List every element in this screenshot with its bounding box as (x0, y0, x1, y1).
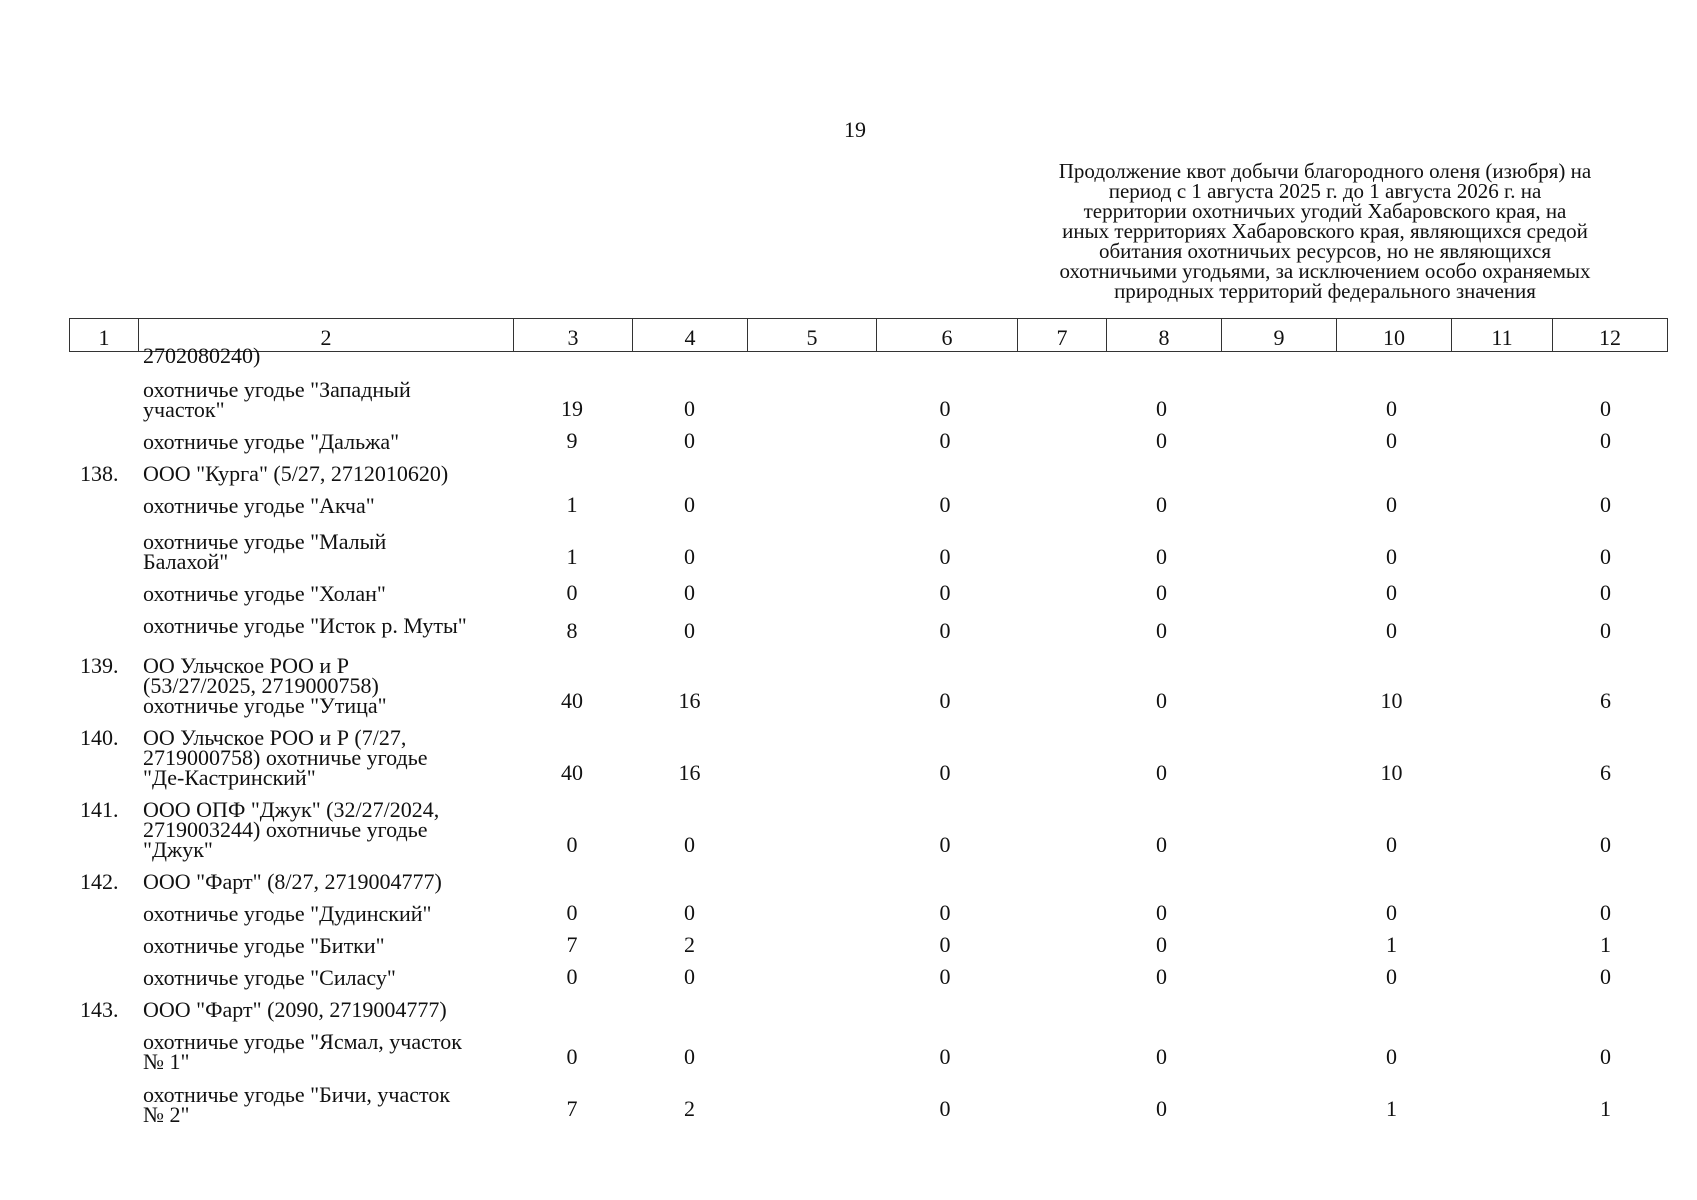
row-value: 0 (1386, 396, 1397, 421)
row-value: 0 (684, 544, 695, 569)
row-value: 0 (684, 964, 695, 989)
row-value: 6 (1600, 760, 1611, 785)
row-name (143, 869, 523, 894)
row-value: 0 (566, 964, 578, 989)
row-name-line: "Джук" (143, 837, 213, 862)
row-name (143, 581, 523, 606)
row-value: 0 (939, 932, 951, 957)
row-value: 0 (1156, 1096, 1167, 1121)
row-name-line: охотничье угодье "Силасу" (143, 965, 396, 990)
row-value: 10 (1380, 760, 1403, 785)
heading-line: природных территорий федерального значения (1114, 279, 1536, 303)
column-header: 10 (1337, 319, 1452, 352)
row-value: 6 (1600, 688, 1611, 713)
row-value: 0 (939, 544, 951, 569)
row-value: 0 (1600, 580, 1611, 605)
row-value: 0 (1386, 428, 1397, 453)
row-name (143, 461, 523, 486)
row-value: 0 (1156, 964, 1167, 989)
row-value: 0 (1156, 760, 1167, 785)
row-value: 8 (566, 618, 578, 643)
row-value: 0 (566, 832, 578, 857)
row-value: 0 (1156, 618, 1167, 643)
row-name-line: охотничье угодье "Битки" (143, 933, 385, 958)
row-name-line: № 2" (143, 1102, 190, 1127)
row-number: 139. (80, 653, 119, 678)
row-value: 0 (939, 1044, 951, 1069)
row-value: 0 (1600, 396, 1611, 421)
row-value: 0 (1386, 964, 1397, 989)
row-value: 0 (684, 428, 695, 453)
row-value: 0 (1156, 932, 1167, 957)
row-name (143, 1082, 523, 1127)
row-name-line: охотничье угодье "Западный (143, 377, 411, 402)
row-value: 0 (939, 618, 951, 643)
row-value: 0 (1156, 428, 1167, 453)
row-name (143, 933, 523, 958)
row-name-line: охотничье угодье "Холан" (143, 581, 386, 606)
row-value: 0 (939, 396, 951, 421)
row-name (143, 965, 523, 990)
row-name-line: охотничье угодье "Утица" (143, 693, 387, 718)
row-value: 0 (1386, 492, 1397, 517)
row-value: 0 (939, 428, 951, 453)
row-value: 0 (1600, 544, 1611, 569)
row-name (143, 343, 523, 368)
row-value: 0 (1386, 1044, 1397, 1069)
row-name-line: охотничье угодье "Ясмал, участок (143, 1029, 462, 1054)
row-value: 0 (684, 900, 695, 925)
column-header: 9 (1222, 319, 1337, 352)
heading-line: обитания охотничьих ресурсов, но не являющихся (1098, 239, 1552, 263)
row-value: 0 (566, 900, 578, 925)
row-value: 0 (1156, 832, 1167, 857)
row-number: 138. (80, 461, 119, 486)
row-value: 0 (684, 580, 695, 605)
row-value: 16 (678, 760, 701, 785)
row-name-line: охотничье угодье "Акча" (143, 493, 375, 518)
row-value: 0 (1386, 832, 1397, 857)
row-name-line: "Де-Кастринский" (143, 765, 316, 790)
row-value: 0 (1600, 900, 1611, 925)
row-value: 0 (1386, 900, 1397, 925)
row-value: 1 (566, 544, 578, 569)
row-value: 0 (1386, 618, 1397, 643)
row-name-line: ООО ОПФ "Джук" (32/27/2024, (143, 797, 440, 822)
row-value: 2 (684, 1096, 695, 1121)
heading-line: охотничьими угодьями, за исключением особо охраняемых (1059, 259, 1591, 283)
row-value: 0 (684, 832, 695, 857)
row-name-line: ООО "Фарт" (2090, 2719004777) (143, 997, 447, 1022)
row-value: 0 (939, 580, 951, 605)
row-name-line: охотничье угодье "Дальжа" (143, 429, 400, 454)
column-header: 11 (1452, 319, 1553, 352)
row-value: 0 (1156, 1044, 1167, 1069)
row-value: 0 (1386, 580, 1397, 605)
row-name-line: ООО "Фарт" (8/27, 2719004777) (143, 869, 442, 894)
row-value: 0 (1600, 618, 1611, 643)
row-value: 0 (1156, 688, 1167, 713)
row-value: 0 (939, 760, 951, 785)
row-name (143, 653, 523, 718)
row-value: 1 (1386, 1096, 1397, 1121)
row-name-line: охотничье угодье "Дудинский" (143, 901, 432, 926)
row-name (143, 493, 523, 518)
row-value: 2 (684, 932, 695, 957)
row-value: 0 (1386, 544, 1397, 569)
row-name-line: 2702080240) (143, 343, 261, 368)
heading-line: территории охотничьих угодий Хабаровского края, на (1083, 199, 1567, 223)
column-header: 2 (139, 319, 514, 352)
column-header: 8 (1107, 319, 1222, 352)
row-value: 0 (1600, 832, 1611, 857)
row-value: 0 (939, 900, 951, 925)
row-name (143, 797, 523, 862)
row-name-line: охотничье угодье "Бичи, участок (143, 1082, 451, 1107)
row-name-line: 2719000758) охотничье угодье (143, 745, 428, 770)
row-name (143, 529, 523, 574)
row-value: 40 (561, 760, 583, 785)
row-value: 0 (1600, 428, 1611, 453)
heading-line: Продолжение квот добычи благородного оленя (изюбря) на (1058, 159, 1592, 183)
row-value: 0 (1156, 544, 1167, 569)
row-name (143, 901, 523, 926)
row-value: 1 (1600, 1096, 1611, 1121)
row-value: 0 (684, 396, 695, 421)
row-name-line: Балахой" (143, 549, 229, 574)
heading-line: иных территориях Хабаровского края, являющихся средой (1062, 219, 1588, 243)
column-header: 12 (1553, 319, 1668, 352)
row-value: 40 (561, 688, 583, 713)
row-value: 0 (566, 580, 578, 605)
row-number: 143. (80, 997, 119, 1022)
row-name-line: 2719003244) охотничье угодье (143, 817, 428, 842)
row-value: 0 (1600, 1044, 1611, 1069)
row-value: 9 (566, 428, 578, 453)
row-number: 142. (80, 869, 119, 894)
row-value: 7 (566, 932, 578, 957)
heading-line: период с 1 августа 2025 г. до 1 августа 2026 г. на (1108, 179, 1542, 203)
row-value: 0 (939, 492, 951, 517)
row-name-line: охотничье угодье "Малый (143, 529, 387, 554)
row-value: 0 (939, 832, 951, 857)
row-number: 140. (80, 725, 119, 750)
row-value: 0 (1156, 492, 1167, 517)
row-value: 0 (1156, 580, 1167, 605)
row-value: 0 (1156, 396, 1167, 421)
row-value: 0 (939, 1096, 951, 1121)
row-name-line: охотничье угодье "Исток р. Муты" (143, 613, 467, 638)
row-value: 0 (1600, 492, 1611, 517)
row-value: 0 (939, 688, 951, 713)
row-value: 7 (566, 1096, 578, 1121)
row-name-line: участок" (143, 397, 225, 422)
row-value: 0 (684, 618, 695, 643)
row-value: 0 (1156, 900, 1167, 925)
row-name (143, 997, 523, 1022)
row-value: 1 (1386, 932, 1397, 957)
row-value: 19 (561, 396, 583, 421)
row-name-line: ОО Ульчское РОО и Р (143, 653, 349, 678)
row-name (143, 725, 523, 790)
row-number: 141. (80, 797, 119, 822)
row-value: 0 (939, 964, 951, 989)
row-value: 0 (684, 1044, 695, 1069)
page-number: 19 (844, 117, 866, 142)
row-name-line: ООО "Курга" (5/27, 2712010620) (143, 461, 449, 486)
column-header: 6 (877, 319, 1018, 352)
row-value: 0 (684, 492, 695, 517)
row-value: 1 (1600, 932, 1611, 957)
column-header: 5 (748, 319, 877, 352)
row-value: 0 (566, 1044, 578, 1069)
column-header: 3 (514, 319, 633, 352)
column-header: 1 (70, 319, 139, 352)
row-name (143, 377, 523, 422)
row-value: 10 (1380, 688, 1403, 713)
row-name (143, 429, 523, 454)
column-header: 4 (633, 319, 748, 352)
row-value: 16 (678, 688, 701, 713)
row-value: 1 (566, 492, 578, 517)
row-value: 0 (1600, 964, 1611, 989)
row-name (143, 613, 523, 638)
row-name-line: ОО Ульчское РОО и Р (7/27, (143, 725, 407, 750)
row-name-line: (53/27/2025, 2719000758) (143, 673, 379, 698)
row-name (143, 1029, 523, 1074)
column-header: 7 (1018, 319, 1107, 352)
row-name-line: № 1" (143, 1049, 190, 1074)
